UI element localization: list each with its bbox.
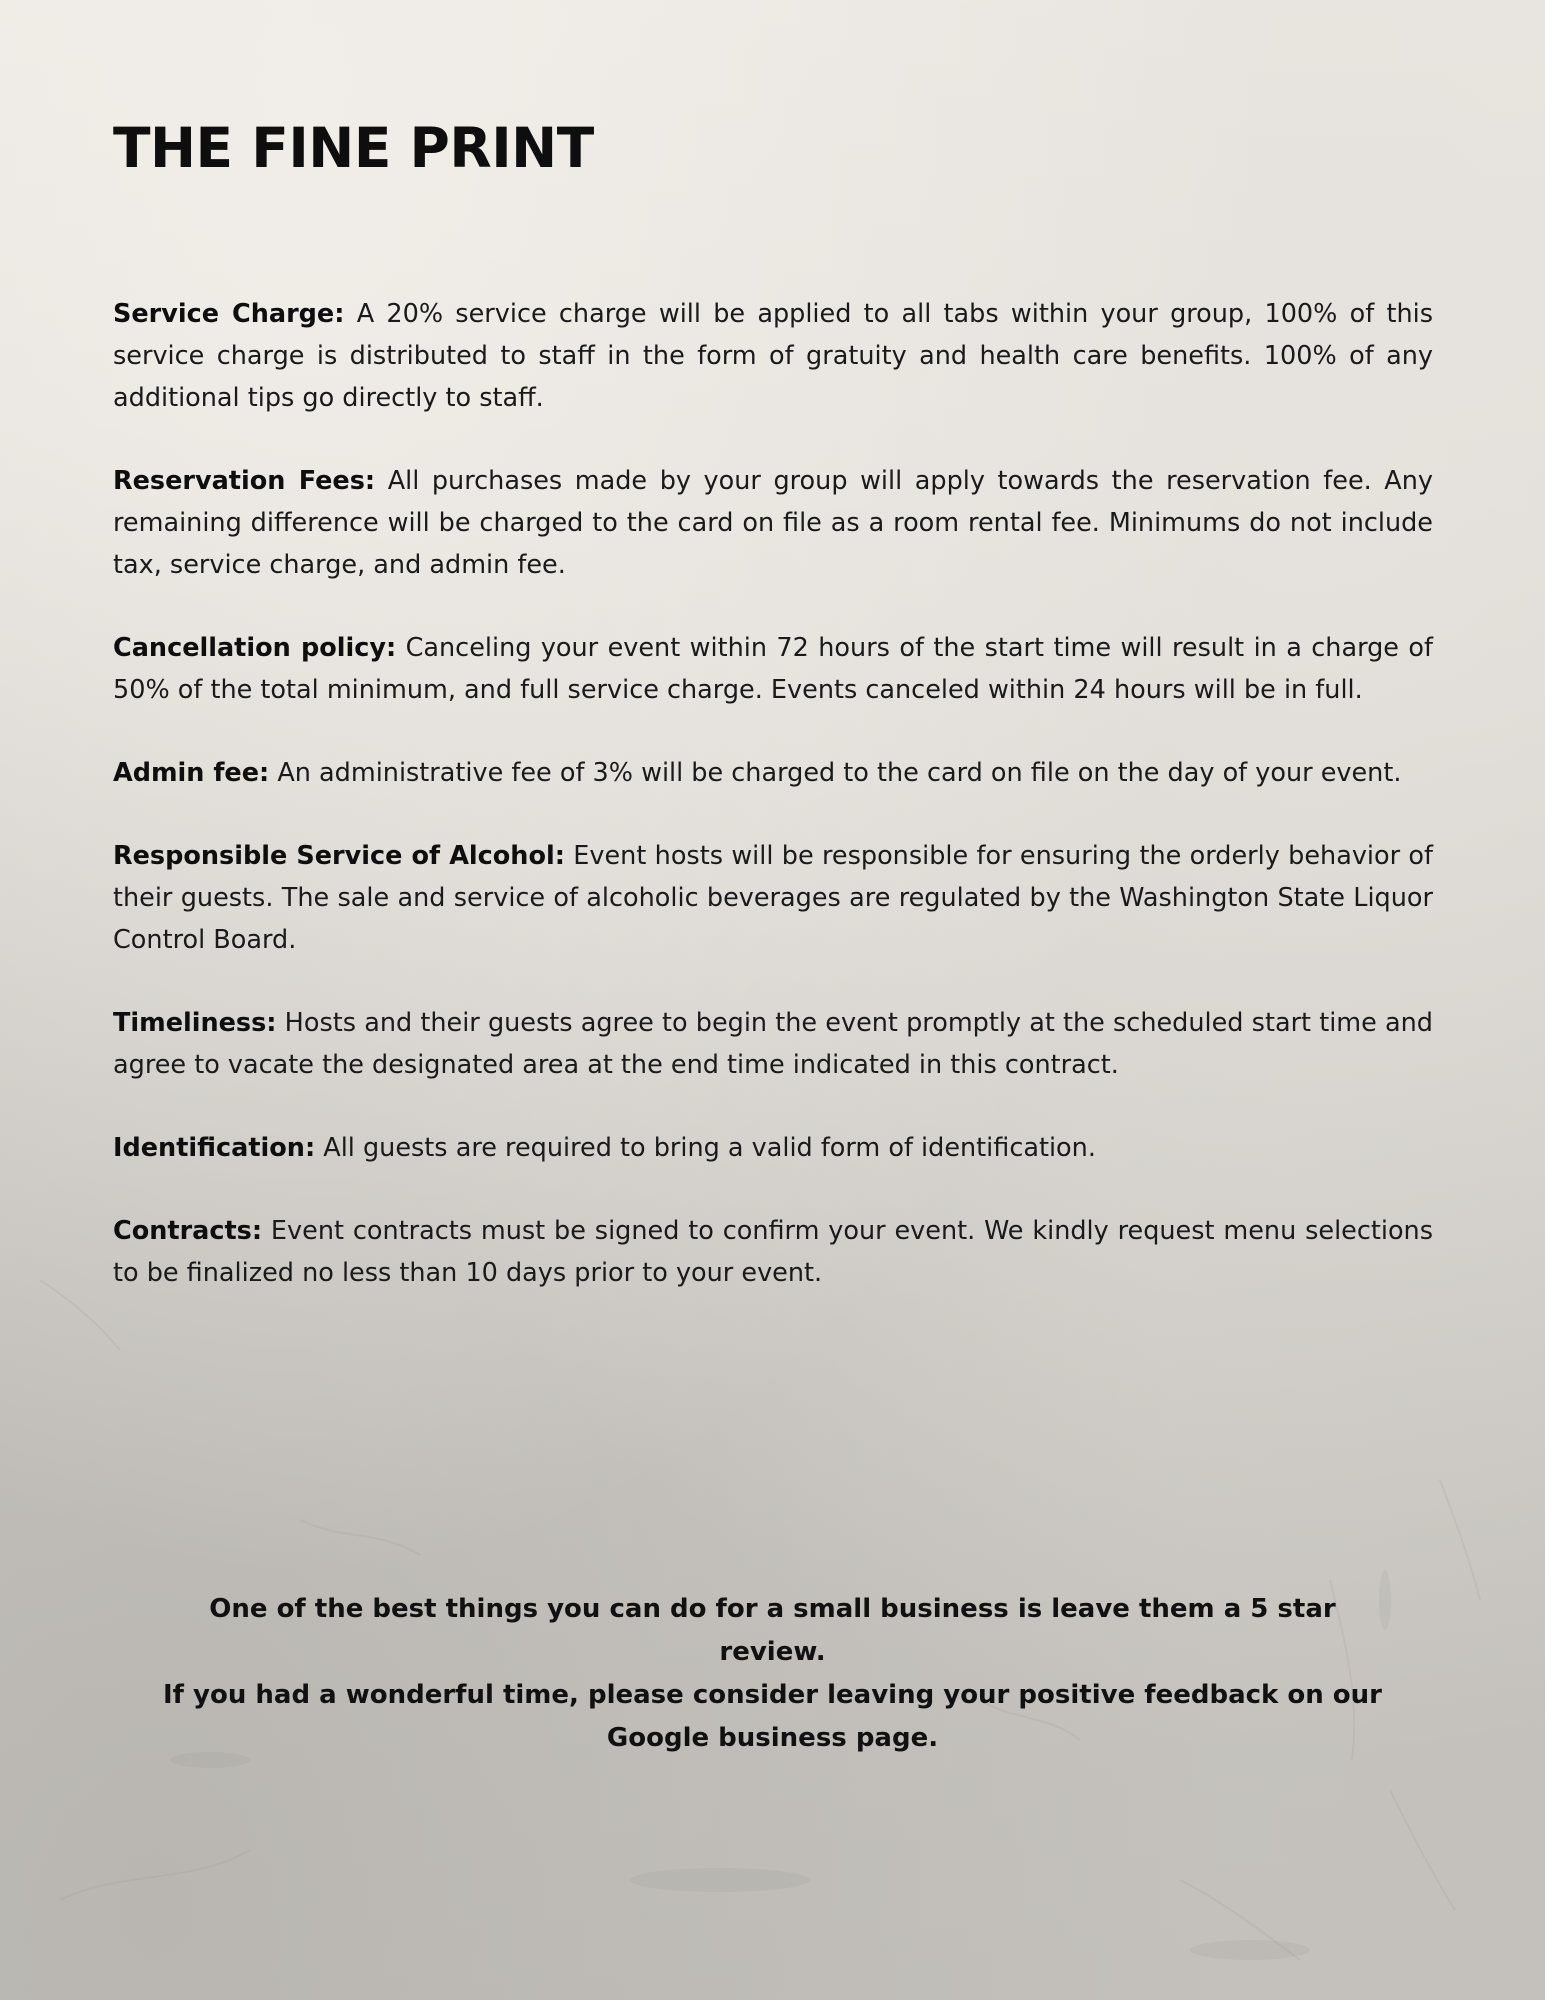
- term-label: Timeliness:: [113, 1008, 277, 1038]
- term-text: Event hosts will be responsible for ensuring the orderly behavior of their guests. The sale and service of alcoholic beverages are regulated by the Washington State Liquor Control Board.: [113, 841, 1433, 955]
- term-admin-fee: [113, 752, 1433, 794]
- term-text: An administrative fee of 3% will be charged to the card on file on the day of your event.: [277, 758, 1402, 788]
- term-reservation-fees: [113, 460, 1433, 586]
- terms-list: [113, 293, 1433, 1335]
- term-responsible-service: [113, 835, 1433, 961]
- term-cancellation-policy: [113, 627, 1433, 711]
- page-title: THE FINE PRINT: [113, 116, 594, 180]
- review-note-line: If you had a wonderful time, please consider leaving your positive feedback on our: [163, 1680, 1382, 1710]
- term-contracts: [113, 1210, 1433, 1294]
- term-service-charge: [113, 293, 1433, 419]
- review-note-line: One of the best things you can do for a small business is leave them a 5 star review.: [209, 1594, 1336, 1667]
- term-label: Identification:: [113, 1133, 316, 1163]
- review-request-note: [160, 1588, 1385, 1760]
- term-text: Event contracts must be signed to confirm your event. We kindly request menu selections to be finalized no less than 10 days prior to your event.: [113, 1216, 1434, 1288]
- term-label: Admin fee:: [113, 758, 270, 788]
- term-label: Reservation Fees:: [113, 466, 376, 496]
- term-text: A 20% service charge will be applied to all tabs within your group, 100% of this service charge is distributed to staff in the form of gratuity and health care benefits. 100% of any additional tips go directly to staff.: [113, 299, 1433, 413]
- term-text: All purchases made by your group will apply towards the reservation fee. Any remaining difference will be charged to the card on file as a room rental fee. Minimums do not include tax, service charge, and admin fee.: [113, 466, 1434, 580]
- term-label: Responsible Service of Alcohol:: [113, 841, 565, 871]
- review-note-line: Google business page.: [606, 1723, 939, 1753]
- term-label: Service Charge:: [113, 299, 345, 329]
- term-text: Canceling your event within 72 hours of the start time will result in a charge of 50% of the total minimum, and full service charge. Events canceled within 24 hours will be in full.: [113, 633, 1433, 705]
- term-text: All guests are required to bring a valid form of identification.: [323, 1133, 1096, 1163]
- term-label: Contracts:: [113, 1216, 263, 1246]
- term-label: Cancellation policy:: [113, 633, 397, 663]
- term-timeliness: [113, 1002, 1433, 1086]
- term-text: Hosts and their guests agree to begin the event promptly at the scheduled start time and agree to vacate the designated area at the end time indicated in this contract.: [113, 1008, 1433, 1080]
- term-identification: [113, 1127, 1433, 1169]
